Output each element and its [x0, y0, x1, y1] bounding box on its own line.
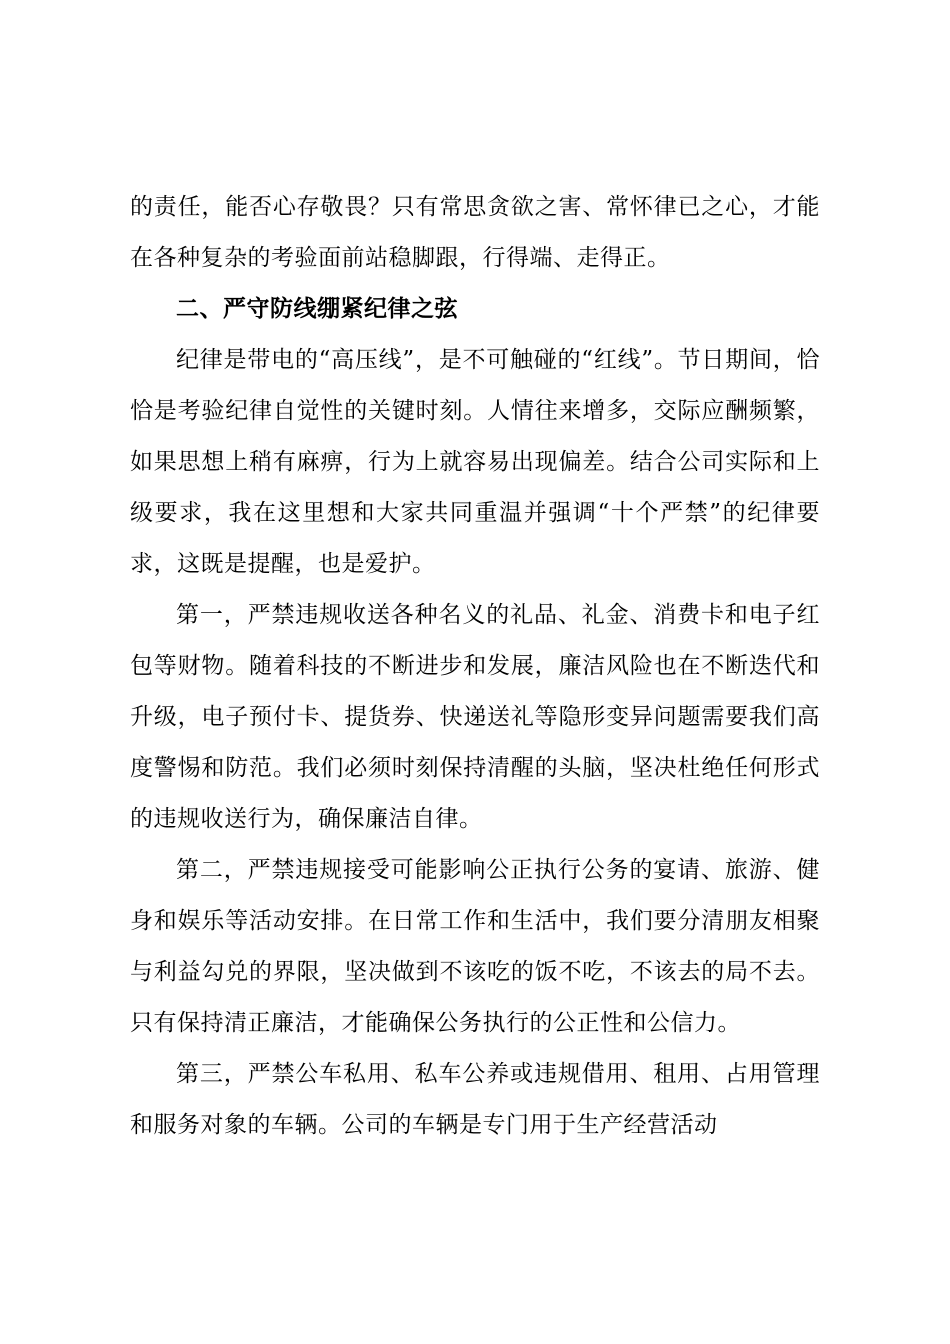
paragraph-continuation: 的责任，能否心存敬畏？只有常思贪欲之害、常怀律已之心，才能在各种复杂的考验面前站稳脚跟，行得端、走得正。: [130, 194, 820, 271]
paragraph-rule-third: 第三，严禁公车私用、私车公养或违规借用、租用、占用管理和服务对象的车辆。公司的车辆是专门用于生产经营活动: [130, 1061, 820, 1138]
paragraph-discipline-intro: 纪律是带电的“高压线”，是不可触碰的“红线”。节日期间，恰恰是考验纪律自觉性的关键时刻。人情往来增多，交际应酬频繁，如果思想上稍有麻痹，行为上就容易出现偏差。结合公司实际和上级要求，我在这里想和大家共同重温并强调“十个严禁”的纪律要求，这既是提醒，也是爱护。: [130, 347, 820, 577]
document-body: [130, 182, 820, 1151]
paragraph-rule-second: 第二，严禁违规接受可能影响公正执行公务的宴请、旅游、健身和娱乐等活动安排。在日常工作和生活中，我们要分清朋友相聚与利益勾兑的界限，坚决做到不该吃的饭不吃，不该去的局不去。只有保持清正廉洁，才能确保公务执行的公正性和公信力。: [130, 857, 820, 1036]
section-heading: 二、严守防线绷紧纪律之弦: [176, 296, 458, 322]
paragraph-rule-first: 第一，严禁违规收送各种名义的礼品、礼金、消费卡和电子红包等财物。随着科技的不断进步和发展，廉洁风险也在不断迭代和升级，电子预付卡、提货券、快递送礼等隐形变异问题需要我们高度警惕和防范。我们必须时刻保持清醒的头脑，坚决杜绝任何形式的违规收送行为，确保廉洁自律。: [130, 602, 820, 832]
